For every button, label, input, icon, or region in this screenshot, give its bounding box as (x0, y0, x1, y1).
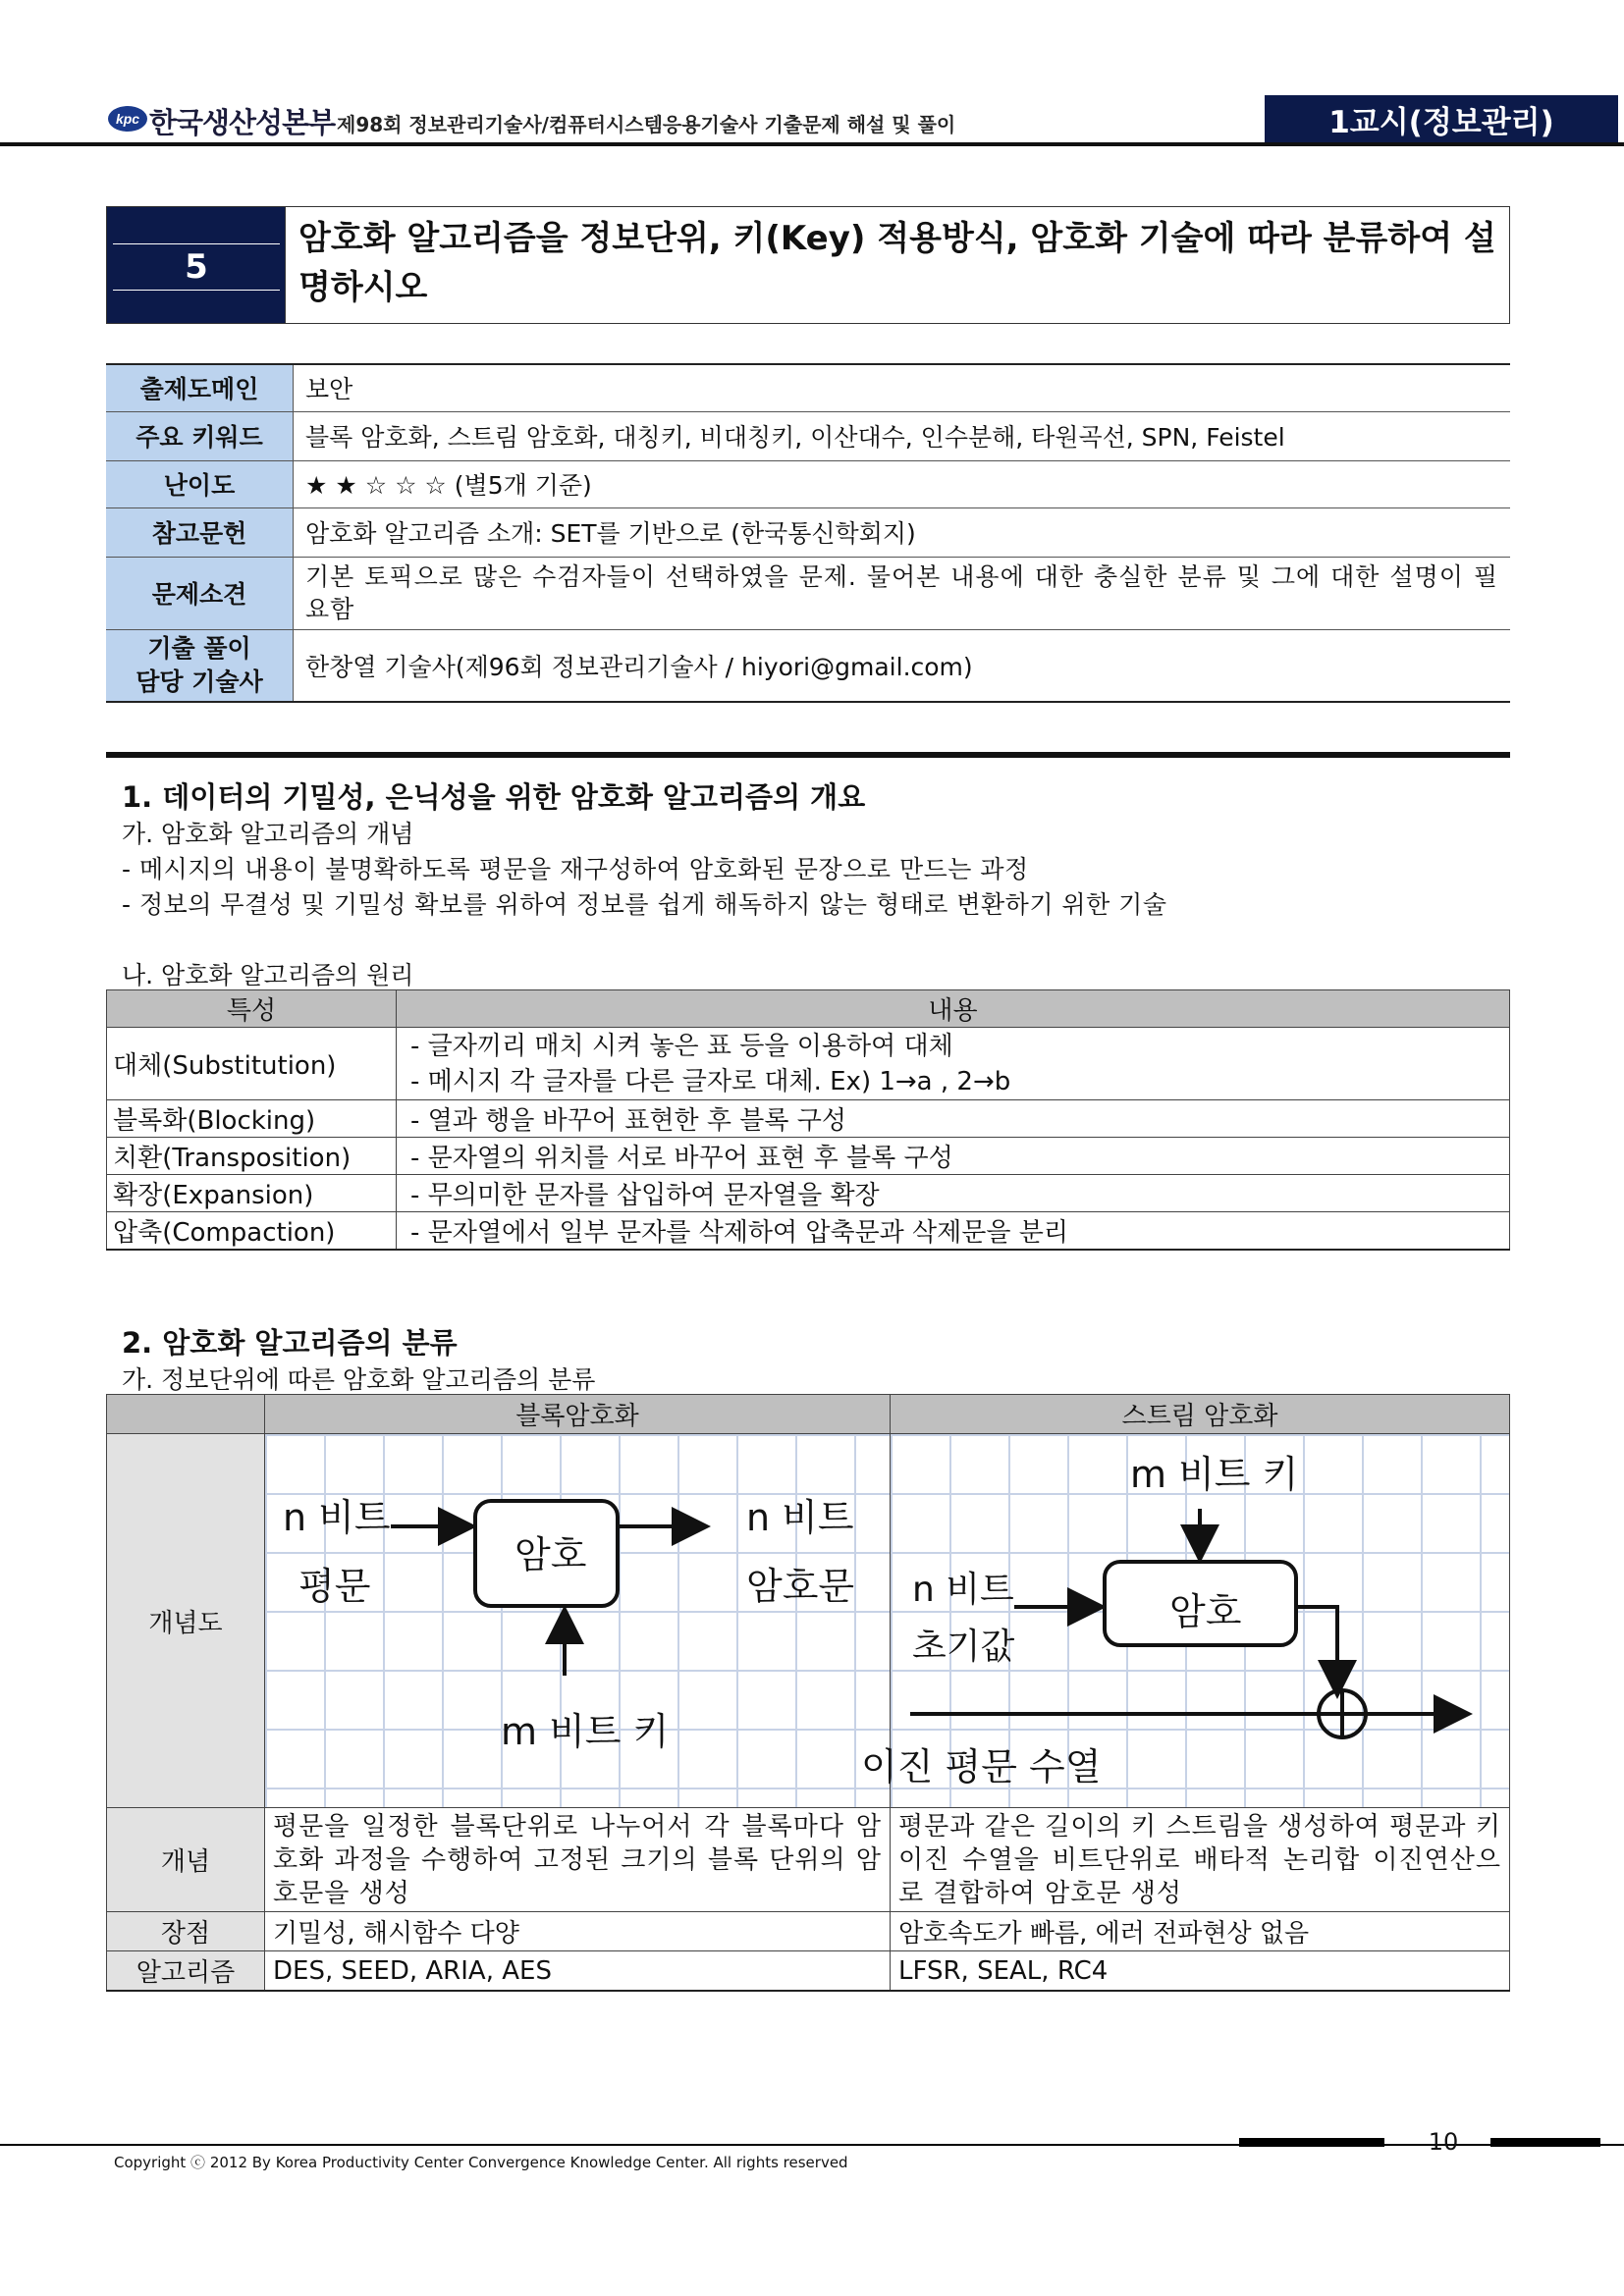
classification-header-block: 블록암호화 (265, 1395, 891, 1434)
stream-diagram (861, 1434, 1509, 1807)
info-reference-value: 암호화 알고리즘 소개: SET를 기반으로 (한국통신학회지) (294, 507, 1511, 557)
principle-row-value: - 무의미한 문자를 삽입하여 문자열을 확장 (397, 1175, 1510, 1212)
info-author-label-line2: 담당 기술사 (135, 667, 263, 696)
stream-cipher-label: 암호 (1169, 1590, 1242, 1633)
principle-row-value: - 글자끼리 매치 시켜 놓은 표 등을 이용하여 대체 (410, 1031, 953, 1061)
principle-header-feature: 특성 (107, 990, 397, 1028)
copyright: Copyright ⓒ 2012 By Korea Productivity Center Convergence Knowledge Center. All rights reserved (114, 2154, 848, 2171)
principle-row-label: 압축(Compaction) (107, 1212, 397, 1251)
stream-concept: 평문과 같은 길이의 키 스트림을 생성하여 평문과 키 이진 수열을 비트단위로 배타적 논리합 이진연산으로 결합하여 암호문 생성 (891, 1808, 1510, 1912)
stream-algorithms: LFSR, SEAL, RC4 (891, 1951, 1510, 1992)
question-text: 암호화 알고리즘을 정보단위, 키(Key) 적용방식, 암호화 기술에 따라 분류하여 설명하시오 (298, 219, 1496, 307)
section-rule (106, 752, 1510, 758)
page-number: 10 (1428, 2128, 1459, 2156)
row-label-algorithm: 알고리즘 (107, 1951, 265, 1992)
principle-row-value: - 문자열의 위치를 서로 바꾸어 표현 후 블록 구성 (397, 1138, 1510, 1175)
company-logo: kpc (108, 106, 147, 132)
header-rule (0, 142, 1624, 146)
block-out-ciphertext: 암호문 (746, 1565, 855, 1608)
info-author-value: 한창열 기술사(제96회 정보관리기술사 / hiyori@gmail.com) (294, 629, 1511, 702)
keystream-arrow (1296, 1607, 1337, 1691)
section1-a-line2: - 정보의 무결성 및 기밀성 확보를 위하여 정보를 쉽게 해독하지 않는 형태로 변환하기 위한 기술 (122, 890, 1167, 919)
block-in-bits: n 비트 (283, 1496, 391, 1539)
principle-row-value: - 문자열에서 일부 문자를 삭제하여 압축문과 삭제문을 분리 (397, 1212, 1510, 1251)
section1-a-line1: - 메시지의 내용이 불명확하도록 평문을 재구성하여 암호화된 문장으로 만드는 과정 (122, 855, 1029, 883)
classification-table (106, 1394, 1510, 1992)
stream-merit: 암호속도가 빠름, 에러 전파현상 없음 (891, 1912, 1510, 1951)
principle-row-value: - 메시지 각 글자를 다른 글자로 대체. Ex) 1→a , 2→b (410, 1066, 1011, 1096)
footer-bar-right (1490, 2138, 1600, 2147)
block-algorithms: DES, SEED, ARIA, AES (265, 1951, 891, 1992)
principle-table (106, 989, 1510, 1251)
block-key: m 비트 키 (501, 1710, 670, 1753)
info-reference-label: 참고문헌 (106, 507, 294, 557)
info-domain-value: 보안 (294, 364, 1511, 411)
info-keywords-label: 주요 키워드 (106, 411, 294, 460)
question-info-table (106, 363, 1510, 703)
info-keywords-value: 블록 암호화, 스트림 암호화, 대칭키, 비대칭키, 이산대수, 인수분해, 타원곡선, SPN, Feistel (294, 411, 1511, 460)
principle-row-value: - 열과 행을 바꾸어 표현한 후 블록 구성 (397, 1100, 1510, 1138)
info-opinion-label: 문제소견 (106, 557, 294, 629)
info-author-label (106, 629, 294, 702)
classification-header-stream: 스트림 암호화 (891, 1395, 1510, 1434)
section1-sub-b: 나. 암호화 알고리즘의 원리 (122, 961, 414, 989)
section1-sub-a: 가. 암호화 알고리즘의 개념 (122, 820, 414, 848)
stream-iv-bits: n 비트 (912, 1570, 1014, 1610)
block-diagram-cell (265, 1434, 891, 1808)
section2-sub-a: 가. 정보단위에 따른 암호화 알고리즘의 분류 (122, 1365, 596, 1394)
stream-sequence-label: 이진 평문 수열 (861, 1745, 1102, 1789)
info-author-label-line1: 기출 풀이 (147, 633, 251, 663)
row-label-diagram: 개념도 (107, 1434, 265, 1808)
classification-header-empty (107, 1395, 265, 1434)
block-in-plaintext: 평문 (298, 1565, 371, 1608)
block-cipher-label: 암호 (514, 1533, 587, 1576)
block-diagram (265, 1434, 890, 1807)
info-domain-label: 출제도메인 (106, 364, 294, 411)
stream-iv-label: 초기값 (912, 1627, 1015, 1667)
principle-header-content: 내용 (397, 990, 1510, 1028)
footer-bar-left (1239, 2138, 1384, 2147)
info-opinion-value: 기본 토픽으로 많은 수검자들이 선택하였을 문제. 물어본 내용에 대한 충실한 분류 및 그에 대한 설명이 필요함 (294, 557, 1511, 629)
stream-key: m 비트 키 (1130, 1453, 1299, 1496)
principle-row-label: 확장(Expansion) (107, 1175, 397, 1212)
block-merit: 기밀성, 해시함수 다양 (265, 1912, 891, 1951)
row-label-merit: 장점 (107, 1912, 265, 1951)
principle-row-label: 치환(Transposition) (107, 1138, 397, 1175)
principle-row-label: 블록화(Blocking) (107, 1100, 397, 1138)
principle-row-label: 대체(Substitution) (107, 1028, 397, 1100)
organization-name: 한국생산성본부 (149, 106, 336, 139)
row-label-concept: 개념 (107, 1808, 265, 1912)
question-number: 5 (113, 243, 280, 291)
block-concept: 평문을 일정한 블록단위로 나누어서 각 블록마다 암호화 과정을 수행하여 고정된 크기의 블록 단위의 암호문을 생성 (265, 1808, 891, 1912)
section1-heading: 1. 데이터의 기밀성, 은닉성을 위한 암호화 알고리즘의 개요 (122, 780, 866, 814)
block-out-bits: n 비트 (746, 1496, 854, 1539)
stream-diagram-cell (861, 1434, 1510, 1808)
session-badge: 1교시(정보관리) (1265, 95, 1618, 142)
section2-heading: 2. 암호화 알고리즘의 분류 (122, 1326, 458, 1360)
document-title: 제98회 정보관리기술사/컴퓨터시스템응용기술사 기출문제 해설 및 풀이 (337, 113, 956, 136)
info-difficulty-label: 난이도 (106, 460, 294, 507)
info-difficulty-value: ★ ★ ☆ ☆ ☆ (별5개 기준) (294, 460, 1511, 507)
